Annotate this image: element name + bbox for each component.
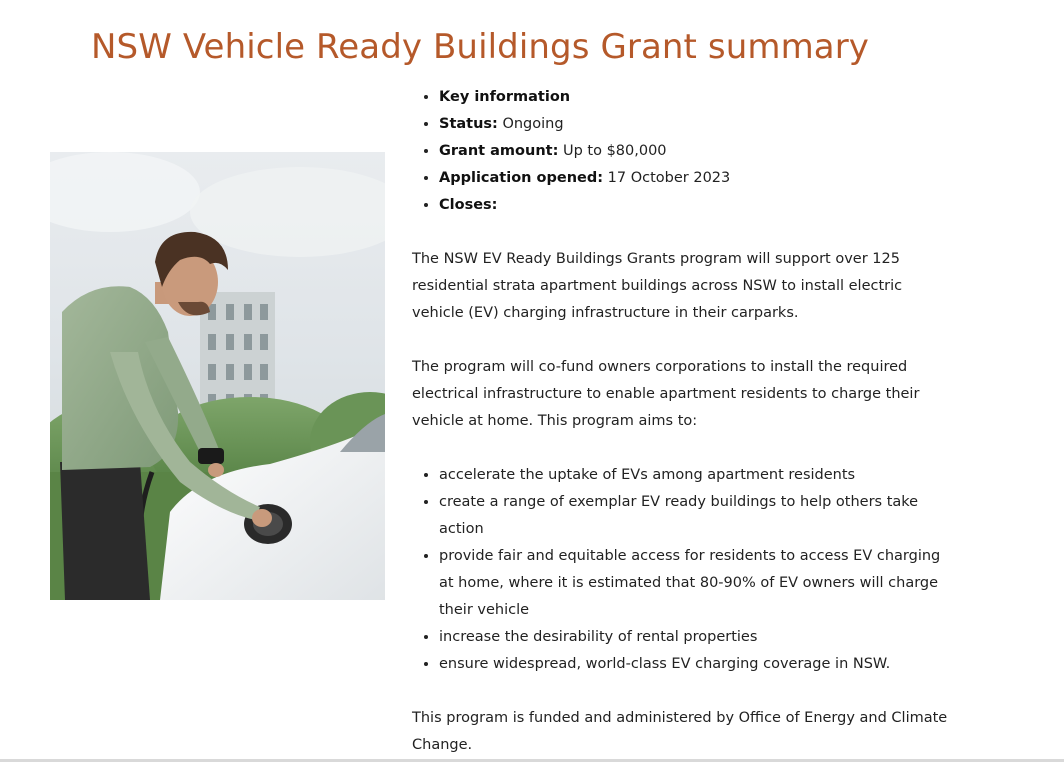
aim-item: • increase the desirability of rental properties — [439, 624, 952, 651]
aim-item: • ensure widespread, world-class EV charging coverage in NSW. — [439, 651, 952, 678]
grant-summary-content — [412, 84, 952, 759]
grant-amount-value: Up to $80,000 — [562, 143, 667, 159]
status-label: Status: — [439, 116, 498, 132]
page-title: NSW Vehicle Ready Buildings Grant summary — [91, 27, 870, 67]
key-information-heading: Key information — [439, 89, 571, 105]
closes-label: Closes: — [439, 197, 498, 213]
grant-amount-label: Grant amount: — [439, 143, 559, 159]
list-item-grant-amount — [439, 138, 952, 165]
ev-charging-photo — [50, 152, 385, 600]
aim-item: • create a range of exemplar EV ready buildings to help others take action — [439, 489, 952, 543]
list-item-key-information — [439, 84, 952, 111]
status-value: Ongoing — [502, 116, 564, 132]
intro-paragraph: The NSW EV Ready Buildings Grants program will support over 125 residential strata apartment buildings across NSW to install electric vehicle (EV) charging infrastructure in their carparks. — [412, 251, 903, 321]
list-item-application-opened — [439, 165, 952, 192]
application-opened-value: 17 October 2023 — [607, 170, 731, 186]
program-aims-list — [412, 462, 952, 678]
application-opened-label: Application opened: — [439, 170, 604, 186]
funding-paragraph: This program is funded and administered by Office of Energy and Climate Change. — [412, 710, 948, 753]
program-paragraph: The program will co-fund owners corporations to install the required electrical infrastructure to enable apartment residents to charge their vehicle at home. This program aims to: — [412, 359, 920, 429]
aim-item: • accelerate the uptake of EVs among apartment residents — [439, 462, 952, 489]
list-item-status — [439, 111, 952, 138]
list-item-closes — [439, 192, 952, 219]
aim-item: • provide fair and equitable access for residents to access EV charging at home, where it is estimated that 80-90% of EV owners will charge their vehicle — [439, 543, 952, 624]
key-information-list — [412, 84, 952, 219]
